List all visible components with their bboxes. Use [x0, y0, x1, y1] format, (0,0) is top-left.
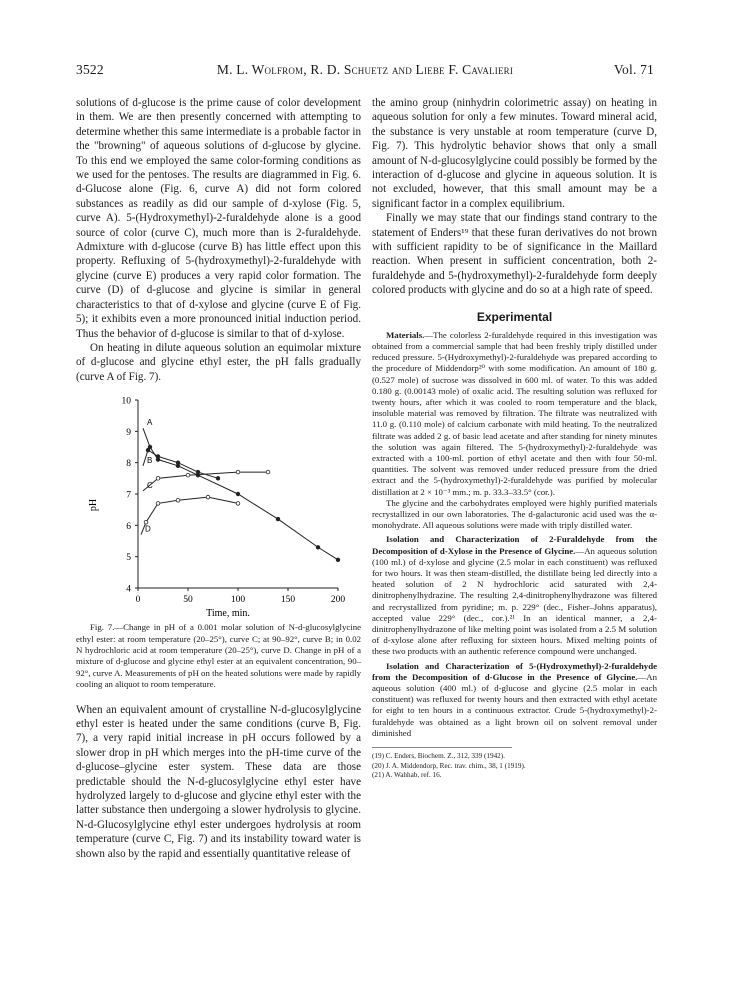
series-point-b	[146, 448, 150, 452]
footnote-21: (21) A. Wahhab, ref. 16.	[372, 771, 442, 780]
isolation-1-text: —An aqueous solution (100 ml.) of d-xylose and glycine (2.5 molar in each constituent) was refluxed for two hours. It was then steam-distilled, the distillate being led directly into a heated solution of 2 N hydrochloric acid saturated with 2,4-dinitrophenylhydrazine. The resulting 2,4-dinitrophenylhydrazone was filtered and recrystallized from pyridine; m. p. 229° (dec., Fisher–Johns apparatus), accepted value 229° (dec., cor.).²¹ In an identical manner, a 2,4-dinitrophenylhydrazone of like melting point was isolated from a 2.5 M solution of d-xylose alone after refluxing for sixteen hours. Mixed melting points of these two products with an authentic reference compound were unchanged.	[372, 545, 658, 657]
left-paragraph-3: When an equivalent amount of crystalline N-d-glucosylglycine ethyl ester is heated under the same conditions (curve B, Fig. 7), a very rapid initial increase in pH occurs followed by a slower drop in pH which merges into the pH-time curve of the d-glucose–glycine ester system. These data are those predictable should the N-d-glucosylglycine ethyl ester have hydrolyzed largely to d-glucose and glycine ethyl ester with the latter substance then undergoing a slower hydrolysis to glycine. N-d-Glucosylglycine ethyl ester undergoes hydrolysis at room temperature (curve C, Fig. 7) and its instability toward water is shown also by the rapid and essentially quantitative release of	[76, 703, 361, 860]
chart-series	[141, 418, 340, 561]
y-tick-label: 7	[126, 490, 131, 501]
y-axis-label: pH	[88, 499, 99, 512]
series-point-b	[176, 461, 180, 465]
series-line-d	[141, 497, 238, 535]
left-paragraph-1: solutions of d-glucose is the prime cause of color development in them. We are then presently concerned with attempting to determine whether this same intermediate is a probable factor in the "browning" of aqueous solutions of d-glucose by glycine. To this end we employed the same color-forming conditions as we used for the pentoses. The results are diagrammed in Fig. 6. d-Glucose alone (Fig. 6, curve A) did not form colored substances as readily as did our sample of d-xylose (Fig. 5, curve A). 5-(Hydroxymethyl)-2-furaldehyde alone is a good source of color (curve C), much more than is 2-furaldehyde. Admixture with d-glucose (curve B) has little effect upon this property. Refluxing of 5-(hydroxymethyl)-2-furaldehyde with glycine (curve E) produces a very rapid color formation. The curve (D) of d-glucose and glycine is similar in general characteristics to that of d-xylose and glycine (curve E of Fig. 5); it exhibits even a more pronounced initial induction period. Thus the behavior of d-glucose is similar to that of d-xylose.	[76, 97, 361, 340]
left-paragraph-2: On heating in dilute aqueous solution an equimolar mixture of d-glucose and glycine ethyl ester, the pH falls gradually (curve A of Fig. 7).	[76, 341, 361, 383]
series-line-a	[143, 428, 338, 560]
x-tick-label: 50	[183, 595, 193, 606]
y-tick-label: 9	[126, 427, 131, 438]
x-tick-label: 100	[230, 595, 246, 606]
footnotes	[372, 747, 526, 781]
isolation-1-heading: Isolation and Characterization of 2-Furaldehyde from the Decomposition of d-Xylose in the Presence of Glycine.	[372, 534, 657, 556]
figure-7	[76, 390, 361, 620]
right-paragraph-2: Finally we may state that our findings stand contrary to the statement of Enders¹⁹ that these furan derivatives do not brown with sufficient rapidity to be of significance in the Maillard reaction. When present in sufficient concentration, both 2-furaldehyde and 5-(hydroxymethyl)-2-furaldehyde form deeply colored products with glycine and do so at a high rate of speed.	[372, 212, 657, 297]
running-header	[76, 62, 654, 80]
series-point-a	[276, 517, 280, 521]
materials-heading: Materials.	[386, 329, 425, 340]
series-point-d	[176, 499, 180, 503]
series-point-c	[266, 470, 270, 474]
materials-text: —The colorless 2-furaldehyde required in this investigation was obtained from a commercial sample that had been freshly triply distilled under reduced pressure. 5-(Hydroxymethyl)-2-furaldehyde was prepared according to the procedure of Middendorp²⁰ with some modification. An amount of 180 g. (0.527 mole) of sucrose was dissolved in 600 ml. of water. To this was added 0.180 g. (0.00143 mole) of oxalic acid. The resulting solution was refluxed for twenty hours, after which it was cooled to room temperature and the black, insoluble material was removed by filtration. The filtrate was neutralized with 11.0 g. (0.110 mole) of calcium carbonate with mild heating. To the neutralized filtrate was added 2 g. of basic lead acetate and after standing for ninety minutes the solution was again filtered. The 5-(hydroxymethyl)-2-furaldehyde was extracted with a 100-ml. portion of ethyl acetate and then with four 50-ml. quantities. The solvent was removed under reduced pressure from the dried extract and the 5-(hydroxymethyl)-2-furaldehyde was purified by molecular distillation at 2 × 10⁻³ mm.; m. p. 33.3–33.5° (cor.).	[372, 329, 657, 497]
series-label-a: A	[147, 418, 153, 428]
x-tick-label: 150	[280, 595, 296, 606]
series-point-b	[196, 470, 200, 474]
y-tick-label: 4	[126, 584, 131, 595]
right-column	[372, 96, 657, 781]
series-point-c	[156, 477, 160, 481]
chart-ticks	[122, 397, 346, 606]
section-title: Experimental	[476, 309, 553, 324]
isolation-1-paragraph	[372, 534, 657, 657]
left-column	[76, 96, 361, 861]
right-paragraph-1: the amino group (ninhydrin colorimetric assay) on heating in aqueous solution for only a few minutes. Toward mineral acid, the substance is very unstable at room temperature (curve D, Fig. 7). This hydrolytic behavior shows that only a small amount of N-d-glucosylglycine could possibly be formed by the interaction of d-glucose and glycine in aqueous solution. It is not excluded, however, that this small amount may be a significant factor in a complex equilibrium.	[372, 97, 657, 210]
footnote-19: (19) C. Enders, Biochem. Z., 312, 339 (1942).	[372, 752, 505, 760]
ph-time-chart	[76, 390, 361, 620]
figure-caption	[76, 622, 361, 690]
series-point-d	[236, 502, 240, 506]
volume-label: Vol. 71	[613, 62, 654, 77]
y-tick-label: 5	[126, 553, 131, 564]
materials-paragraph-2: The glycine and the carbohydrates employed were highly purified materials recrystallized in our own laboratories. The d-galacturonic acid used was the α-monohydrate. All aqueous solutions were made with triply distilled water.	[372, 497, 657, 531]
footnote-20: (20) J. A. Middendorp, Rec. trav. chim., 38, 1 (1919).	[372, 761, 526, 770]
series-point-a	[236, 492, 240, 496]
y-tick-label: 6	[126, 521, 131, 532]
isolation-2-paragraph	[372, 661, 657, 739]
page-number: 3522	[76, 62, 104, 77]
series-point-d	[206, 495, 210, 499]
x-tick-label: 0	[135, 595, 141, 606]
x-axis-label: Time, min.	[206, 608, 250, 620]
y-tick-label: 10	[121, 396, 131, 407]
series-label-d: D	[145, 524, 151, 534]
figure-caption-text: Fig. 7.—Change in pH of a 0.001 molar solution of N-d-glucosylglycine ethyl ester: at room temperature (20–25°), curve C; at 90–92°, curve B; in 0.02 N hydrochloric acid at room temperature (20–25°), curve D. Change in pH of a mixture of d-glucose and glycine ethyl ester at an equivalent concentration, 90–92°, curve A. Measurements of pH on the heated solutions were made by rapidly cooling an aliquot to room temperature.	[76, 622, 361, 690]
y-tick-label: 8	[126, 459, 131, 470]
running-authors: M. L. Wolfrom, R. D. Schuetz and Liebe F. Cavalieri	[216, 62, 514, 77]
series-point-c	[236, 470, 240, 474]
series-point-d	[156, 502, 160, 506]
series-point-c	[186, 474, 190, 478]
series-point-a	[336, 558, 340, 562]
series-label-b: B	[147, 455, 153, 465]
series-point-b	[156, 455, 160, 459]
isolation-2-text: —An aqueous solution (400 ml.) of d-glucose and glycine (2.5 molar in each constituent) was refluxed for twenty hours and then extracted with ethyl acetate for eight to ten hours in a continuous extractor. Crude 5-(hydroxymethyl)-2-furaldehyde was obtained as a light brown oil on solvent removal under diminished	[372, 671, 657, 738]
materials-paragraph	[372, 330, 657, 498]
series-point-b	[216, 477, 220, 481]
series-point-d	[144, 521, 148, 525]
x-tick-label: 200	[330, 595, 346, 606]
isolation-2-heading: Isolation and Characterization of 5-(Hydroxymethyl)-2-furaldehyde from the Decomposition of d-Glucose in the Presence of Glycine.	[372, 660, 657, 682]
series-label-c: C	[147, 480, 153, 490]
series-point-a	[316, 546, 320, 550]
